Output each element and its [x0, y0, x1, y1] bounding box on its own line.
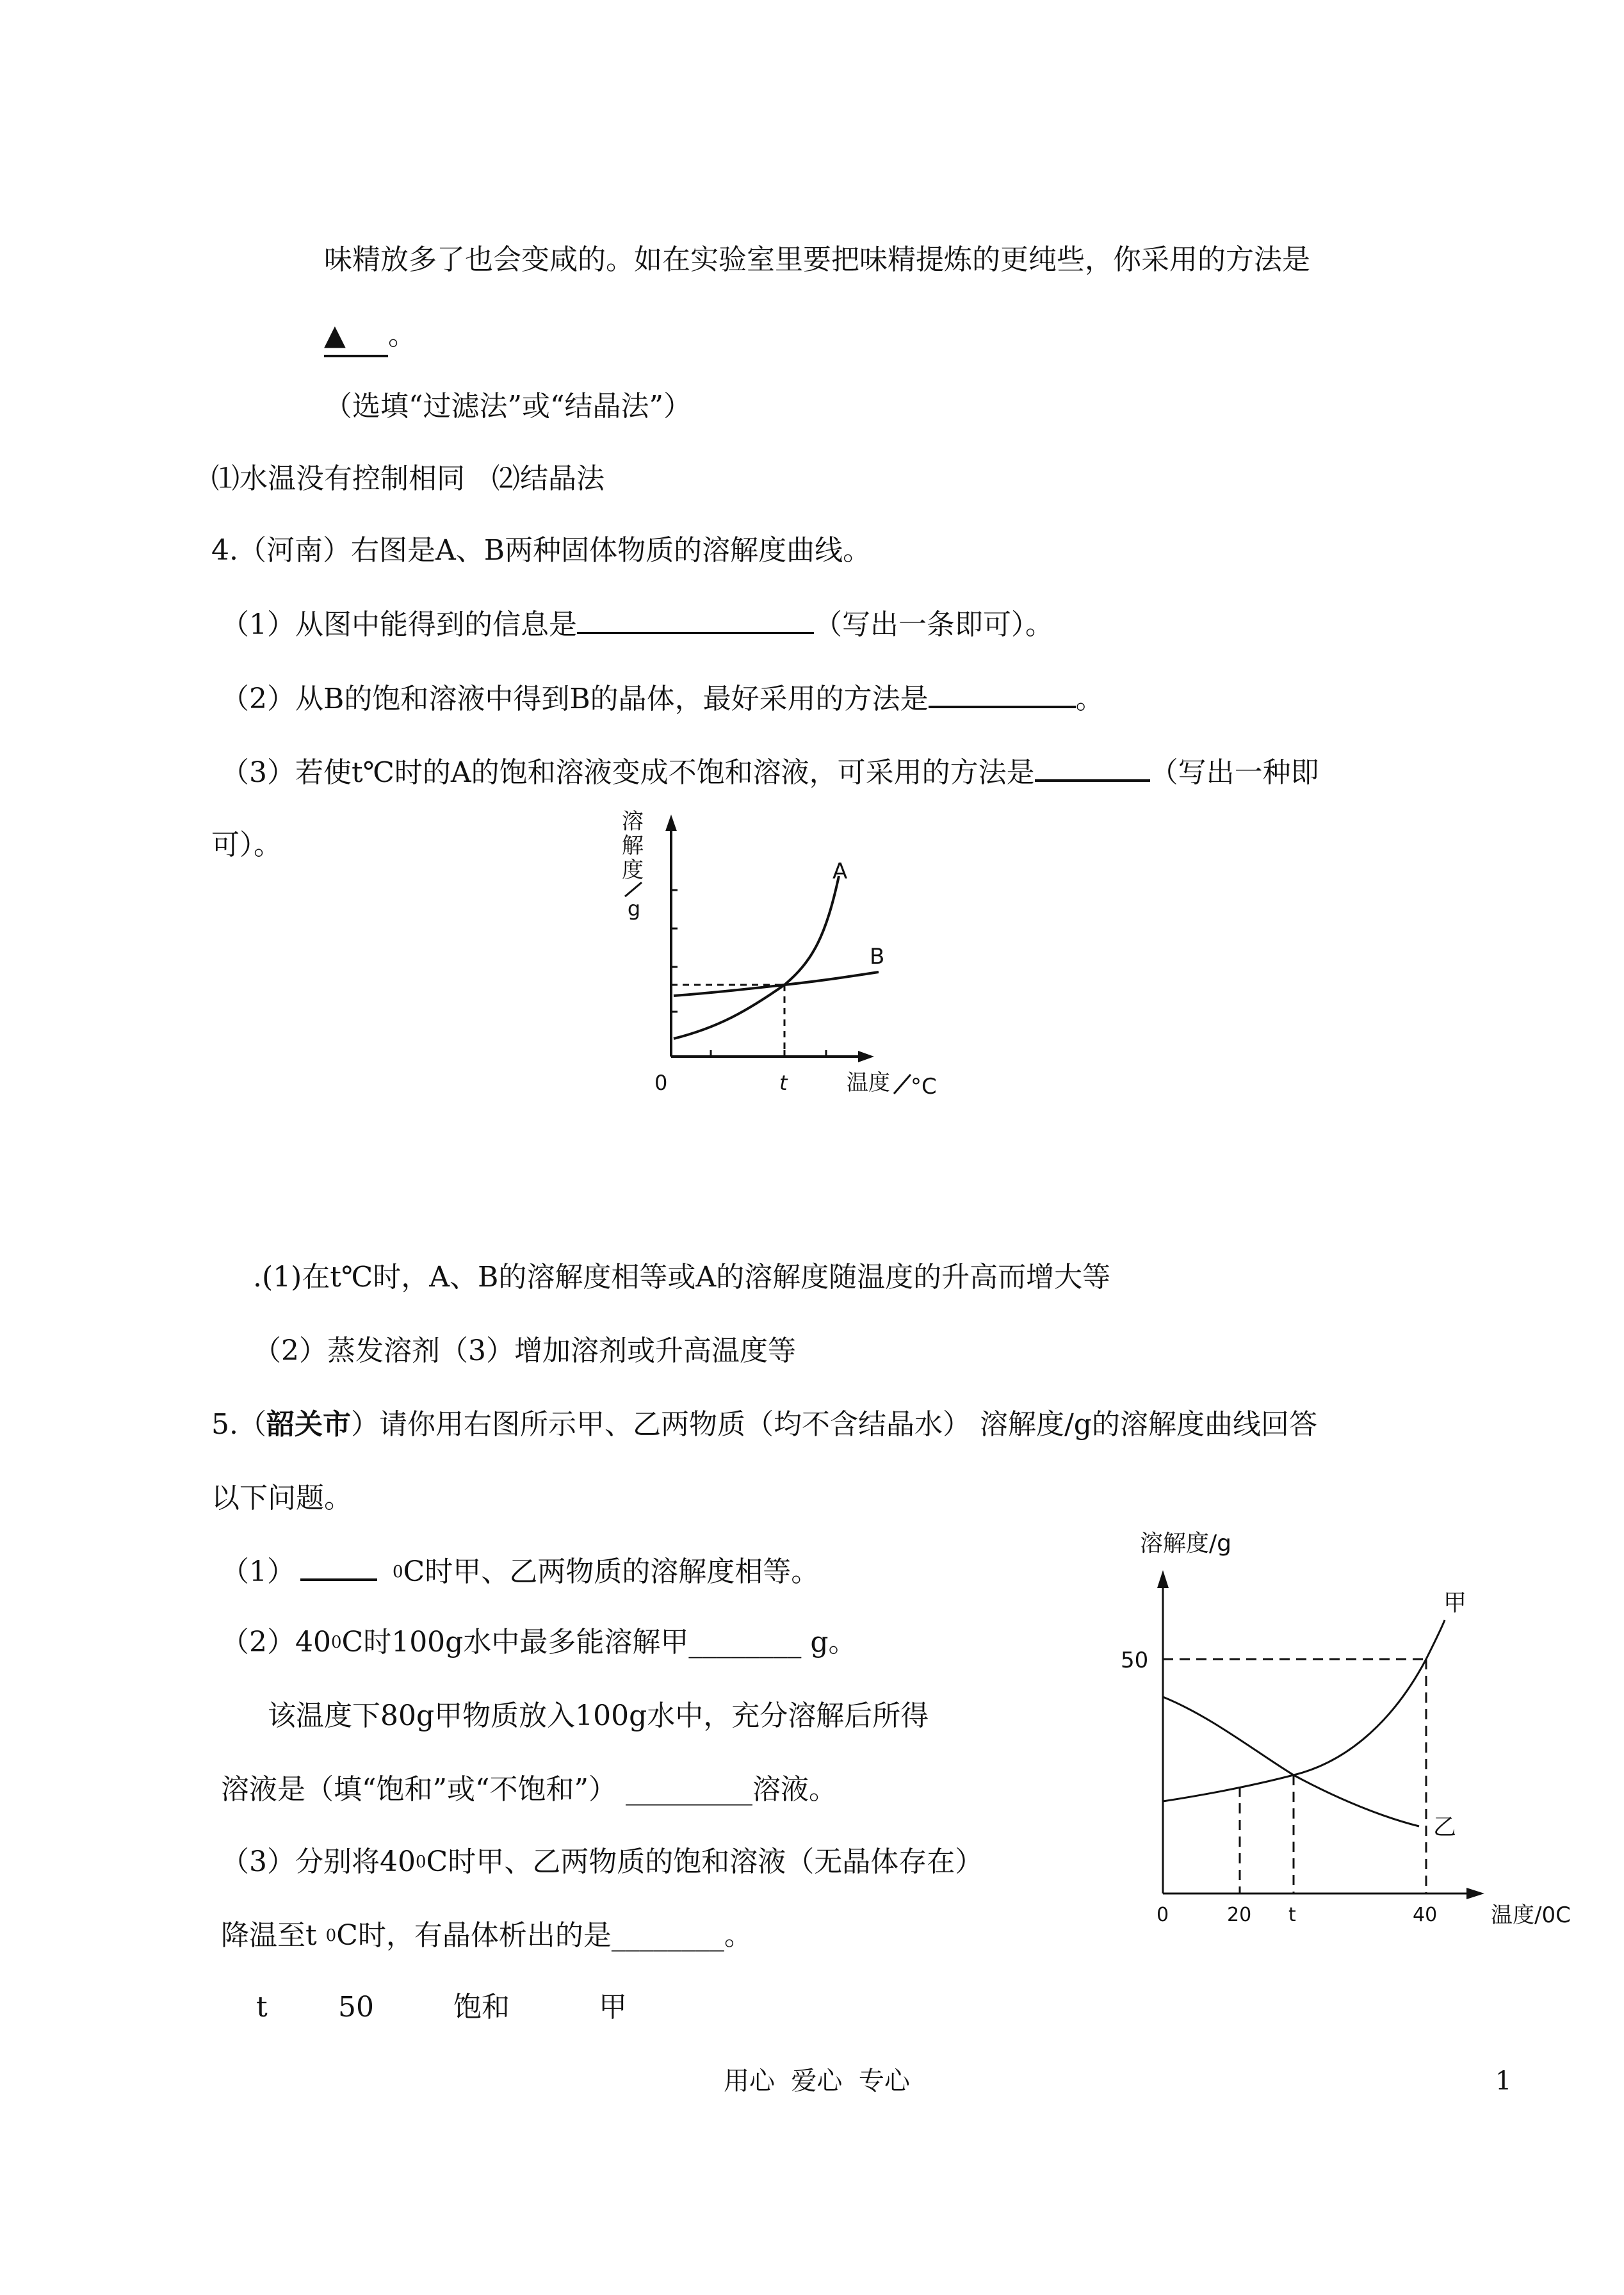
paragraph-line-2	[324, 316, 416, 357]
q5-part3-line2-b: C时，有晶体析出的是________。	[336, 1919, 752, 1952]
q5-title-line2: 以下问题。	[211, 1482, 352, 1514]
chart2-x-arrow	[1466, 1888, 1484, 1899]
q4-part3-cont: 可）。	[211, 829, 282, 861]
q5-num: 5.（	[211, 1408, 266, 1441]
chart1-label-a: A	[832, 859, 848, 884]
triangle-marker: ▲	[324, 316, 388, 357]
chart2-series-jia: 甲	[1443, 1590, 1467, 1616]
q4-part1-text-end: （写出一条即可）。	[814, 608, 1053, 641]
q5-title	[211, 1406, 1317, 1444]
q4-part2-text-end: 。	[1075, 683, 1104, 715]
q4-part2-text: （2）从B的饱和溶液中得到B的晶体，最好采用的方法是	[221, 683, 929, 715]
chart2-y-arrow	[1157, 1570, 1169, 1588]
chart1-xunit: °C	[911, 1074, 937, 1099]
chart1-ylabel-2: 解	[622, 833, 644, 859]
paragraph-hint: （选填“过滤法”或“结晶法”）	[324, 390, 692, 423]
footer-center: 用心 爱心 专心	[724, 2066, 910, 2096]
q5-answer-2: 50	[338, 1991, 374, 2023]
q5-title-rest: ）请你用右图所示甲、乙两物质（均不含结晶水） 溶解度/g的溶解度曲线回答	[350, 1408, 1317, 1441]
answer-3: ⑴水温没有控制相同 ⑵结晶法	[211, 462, 605, 495]
solubility-chart-jia-yi	[1114, 1524, 1607, 1940]
chart1-origin: 0	[654, 1071, 668, 1095]
q4-part3-text: （3）若使t℃时的A的饱和溶液变成不饱和溶液，可采用的方法是	[221, 756, 1035, 789]
q5-part3-text: （3）分别将40	[221, 1845, 416, 1878]
q4-answer-a: .(1)在t℃时，A、B的溶解度相等或A的溶解度随温度的升高而增大等	[253, 1261, 1111, 1293]
q5-part1-sup: 0	[393, 1562, 403, 1582]
paragraph-line-2-end: 。	[388, 319, 416, 352]
q5-part2-line2: 该温度下80g甲物质放入100g水中，充分溶解后所得	[268, 1699, 929, 1732]
q5-part3-line2-a: 降温至t	[221, 1919, 326, 1952]
chart2-x40: 40	[1413, 1904, 1438, 1926]
q5-answer-4: 甲	[599, 1991, 627, 2023]
q5-part3-line2	[221, 1917, 752, 1959]
q4-part2-blank[interactable]	[929, 679, 1076, 708]
chart1-ylabel-3: 度	[622, 857, 644, 883]
q5-part1	[221, 1552, 819, 1595]
q5-part2	[221, 1623, 857, 1666]
q5-part3	[221, 1843, 983, 1885]
q4-part2	[221, 679, 1104, 718]
chart2-x20: 20	[1227, 1904, 1252, 1926]
q4-part1-blank[interactable]	[577, 605, 814, 634]
paragraph-line-1: 味精放多了也会变咸的。如在实验室里要把味精提炼的更纯些，你采用的方法是	[324, 243, 1310, 276]
q5-part2-sup: 0	[330, 1633, 342, 1652]
chart2-series-yi: 乙	[1433, 1814, 1457, 1840]
chart1-ylabel-unit: g	[627, 896, 641, 921]
q5-part2-text-end: C时100g水中最多能溶解甲________ g。	[341, 1626, 857, 1658]
q4-part3-blank[interactable]	[1035, 752, 1150, 782]
q4-part1-text: （1）从图中能得到的信息是	[221, 608, 577, 641]
q4-title: 4.（河南）右图是A、B两种固体物质的溶解度曲线。	[211, 534, 872, 567]
q4-answer-b: （2）蒸发溶剂（3）增加溶剂或升高温度等	[253, 1334, 796, 1367]
q5-part3-sup2: 0	[325, 1926, 337, 1945]
chart1-y-arrow	[665, 815, 677, 831]
chart1-curve-a	[674, 876, 839, 1039]
chart2-origin: 0	[1157, 1904, 1169, 1926]
chart1-label-b: B	[870, 944, 885, 969]
q4-part3	[221, 752, 1319, 792]
q5-part3-text-end: C时甲、乙两物质的饱和溶液（无晶体存在）	[426, 1845, 984, 1878]
chart2-xlabel: 温度/0C	[1491, 1902, 1571, 1928]
q5-city: 韶关市	[266, 1408, 351, 1441]
q4-part1	[221, 605, 1053, 644]
chart1-xlabel: 温度	[847, 1070, 890, 1096]
q5-part1-text-end: C时甲、乙两物质的溶解度相等。	[403, 1555, 820, 1588]
chart2-curve-jia	[1163, 1620, 1445, 1801]
chart2-xt: t	[1288, 1904, 1296, 1926]
chart1-t-label: t	[779, 1071, 788, 1095]
q5-part1-text: （1）	[221, 1555, 295, 1588]
chart1-x-arrow	[858, 1051, 874, 1062]
solubility-chart-ab	[615, 800, 973, 1114]
q5-part2-line3: 溶液是（填“饱和”或“不饱和”） _________溶液。	[221, 1773, 837, 1806]
q4-part3-text-end: （写出一种即	[1149, 756, 1319, 789]
chart2-ylabel: 溶解度/g	[1140, 1530, 1231, 1557]
q5-answer-1: t	[256, 1991, 268, 2023]
chart1-ylabel-1: 溶	[622, 809, 644, 834]
chart2-y50: 50	[1121, 1648, 1149, 1673]
chart2-curve-yi	[1163, 1697, 1419, 1826]
q5-part2-text: （2）40	[221, 1626, 331, 1658]
q5-answer-3: 饱和	[453, 1991, 510, 2023]
page-number: 1	[1495, 2066, 1512, 2096]
q5-part3-sup: 0	[415, 1853, 426, 1872]
q5-part1-blank[interactable]	[300, 1552, 377, 1581]
